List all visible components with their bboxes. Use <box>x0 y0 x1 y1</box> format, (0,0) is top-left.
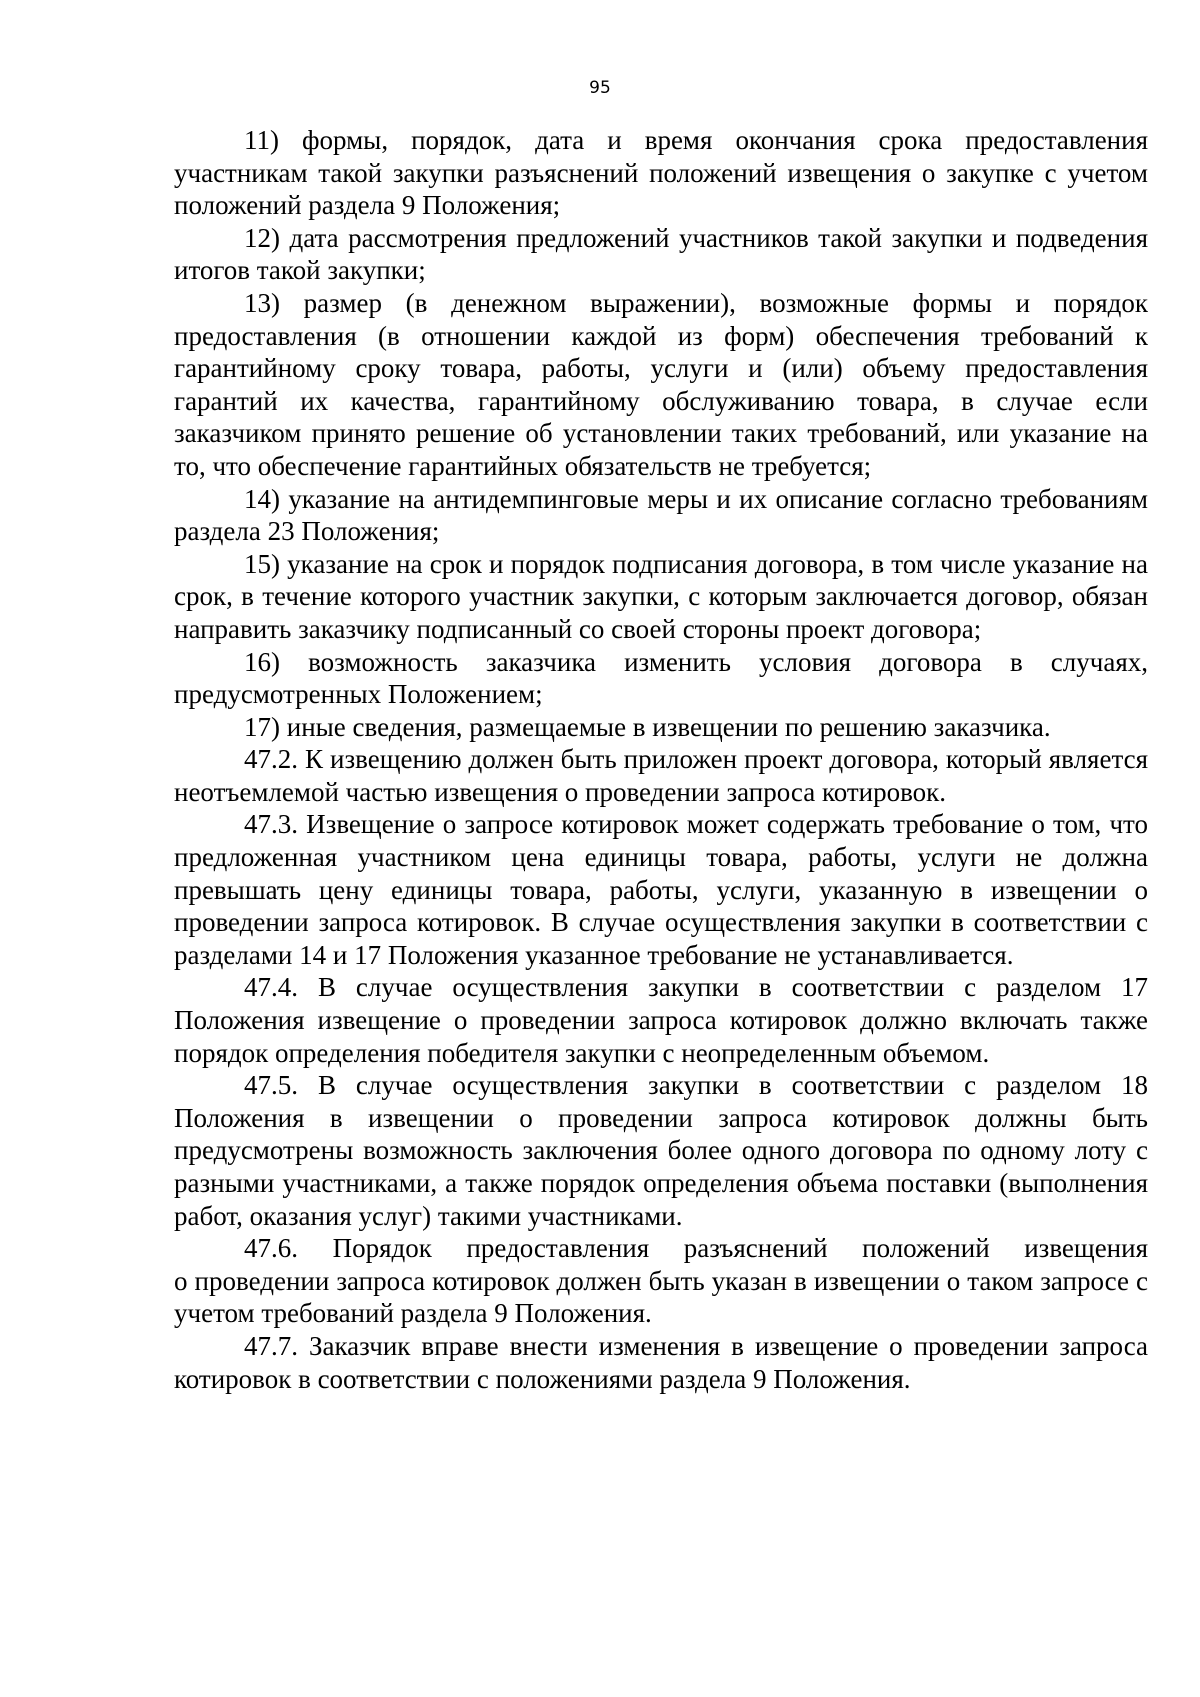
document-body <box>174 124 1148 1395</box>
paragraph-item-17: 17) иные сведения, размещаемые в извещении по решению заказчика. <box>244 711 1051 742</box>
paragraph-section-47-5: 47.5. В случае осуществления закупки в соответствии с разделом 18 Положения в извещении о проведении запроса котировок должны быть предусмотрены возможность заключения более одного договора по одному лоту с разными участниками, а также порядок определения объема поставки (выполнения работ, оказания услуг) такими участниками. <box>174 1070 1148 1231</box>
paragraph-section-47-4: 47.4. В случае осуществления закупки в соответствии с разделом 17 Положения извещение о проведении запроса котировок должно включать также порядок определения победителя закупки с неопределенным объемом. <box>174 972 1148 1068</box>
paragraph-section-47-2: 47.2. К извещению должен быть приложен проект договора, который является неотъемлемой частью извещения о проведении запроса котировок. <box>174 744 1148 807</box>
paragraph-section-47-3: 47.3. Извещение о запросе котировок может содержать требование о том, что предложенная участником цена единицы товара, работы, услуги не должна превышать цену единицы товара, работы, услуги, указанную в извещении о проведении запроса котировок. В случае осуществления закупки в соответствии с разделами 14 и 17 Положения указанное требование не устанавливается. <box>174 809 1148 970</box>
paragraph-item-16: 16) возможность заказчика изменить условия договора в случаях, предусмотренных Положением; <box>174 646 1148 710</box>
paragraph-section-47-6: 47.6. Порядок предоставления разъяснений положений извещения о проведении запроса котировок должен быть указан в извещении о таком запросе с учетом требований раздела 9 Положения. <box>174 1233 1148 1329</box>
paragraph-item-12: 12) дата рассмотрения предложений участников такой закупки и подведения итогов такой закупки; <box>174 222 1148 286</box>
paragraph-section-47-7: 47.7. Заказчик вправе внести изменения в извещение о проведении запроса котировок в соответствии с положениями раздела 9 Положения. <box>174 1330 1148 1394</box>
paragraph-item-11: 11) формы, порядок, дата и время окончания срока предоставления участникам такой закупки разъяснений положений извещения о закупке с учетом положений раздела 9 Положения; <box>174 125 1148 221</box>
paragraph-item-13: 13) размер (в денежном выражении), возможные формы и порядок предоставления (в отношении каждой из форм) обеспечения требований к гарантийному сроку товара, работы, услуги и (или) объему предоставления гарантий их качества, гарантийному обслуживанию товара, в случае если заказчиком принято решение об установлении таких требований, или указание на то, что обеспечение гарантийных обязательств не требуется; <box>174 287 1148 481</box>
paragraph-item-15: 15) указание на срок и порядок подписания договора, в том числе указание на срок, в течение которого участник закупки, с которым заключается договор, обязан направить заказчику подписанный со своей стороны проект договора; <box>174 548 1148 644</box>
page-number: 95 <box>589 78 611 98</box>
paragraph-item-14: 14) указание на антидемпинговые меры и их описание согласно требованиям раздела 23 Положения; <box>174 483 1148 547</box>
